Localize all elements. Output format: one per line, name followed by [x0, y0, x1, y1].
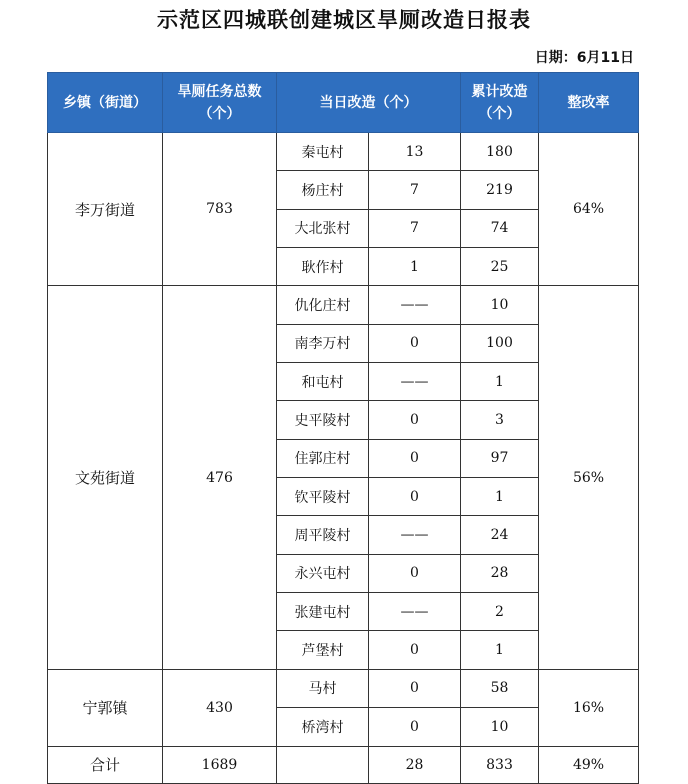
village-cell: 永兴屯村	[277, 554, 369, 592]
total-task: 1689	[163, 746, 277, 784]
task-cell: 476	[163, 286, 277, 669]
village-cell: 芦堡村	[277, 631, 369, 669]
header-task: 旱厕任务总数（个）	[163, 73, 277, 133]
cumulative-cell: 100	[461, 324, 539, 362]
daily-cell: 0	[369, 401, 461, 439]
rate-cell: 56%	[539, 286, 639, 669]
rate-cell: 64%	[539, 133, 639, 286]
daily-cell: 0	[369, 669, 461, 707]
village-cell: 大北张村	[277, 209, 369, 247]
task-cell: 430	[163, 669, 277, 746]
village-cell: 张建屯村	[277, 593, 369, 631]
daily-cell: ——	[369, 363, 461, 401]
report-table	[47, 72, 639, 784]
cumulative-cell: 74	[461, 209, 539, 247]
header-daily: 当日改造（个）	[277, 73, 461, 133]
cumulative-cell: 2	[461, 593, 539, 631]
daily-cell: 0	[369, 439, 461, 477]
daily-cell: ——	[369, 516, 461, 554]
cumulative-cell: 180	[461, 133, 539, 171]
total-row	[48, 746, 639, 784]
table-row	[48, 133, 639, 171]
daily-cell: ——	[369, 286, 461, 324]
total-rate: 49%	[539, 746, 639, 784]
town-cell: 宁郭镇	[48, 669, 163, 746]
total-village	[277, 746, 369, 784]
cumulative-cell: 219	[461, 171, 539, 209]
village-cell: 史平陵村	[277, 401, 369, 439]
header-rate: 整改率	[539, 73, 639, 133]
table-row	[48, 669, 639, 707]
daily-cell: 7	[369, 171, 461, 209]
cumulative-cell: 58	[461, 669, 539, 707]
page-title: 示范区四城联创建城区旱厕改造日报表	[157, 8, 531, 32]
daily-cell: 13	[369, 133, 461, 171]
village-cell: 秦屯村	[277, 133, 369, 171]
cumulative-cell: 25	[461, 248, 539, 286]
daily-cell: 7	[369, 209, 461, 247]
cumulative-cell: 1	[461, 363, 539, 401]
village-cell: 耿作村	[277, 248, 369, 286]
header-cumulative: 累计改造（个）	[461, 73, 539, 133]
total-daily: 28	[369, 746, 461, 784]
total-label: 合计	[48, 746, 163, 784]
village-cell: 钦平陵村	[277, 478, 369, 516]
cumulative-cell: 10	[461, 708, 539, 746]
cumulative-cell: 1	[461, 478, 539, 516]
cumulative-cell: 97	[461, 439, 539, 477]
daily-cell: 0	[369, 708, 461, 746]
cumulative-cell: 10	[461, 286, 539, 324]
cumulative-cell: 24	[461, 516, 539, 554]
cumulative-cell: 1	[461, 631, 539, 669]
daily-cell: 0	[369, 324, 461, 362]
daily-cell: 0	[369, 478, 461, 516]
task-cell: 783	[163, 133, 277, 286]
village-cell: 周平陵村	[277, 516, 369, 554]
total-cumulative: 833	[461, 746, 539, 784]
daily-cell: 0	[369, 554, 461, 592]
town-cell: 文苑街道	[48, 286, 163, 669]
rate-cell: 16%	[539, 669, 639, 746]
village-cell: 杨庄村	[277, 171, 369, 209]
village-cell: 和屯村	[277, 363, 369, 401]
header-town: 乡镇（街道）	[48, 73, 163, 133]
daily-cell: 0	[369, 631, 461, 669]
town-cell: 李万街道	[48, 133, 163, 286]
village-cell: 住郭庄村	[277, 439, 369, 477]
cumulative-cell: 3	[461, 401, 539, 439]
daily-cell: ——	[369, 593, 461, 631]
table-row	[48, 286, 639, 324]
table-body	[48, 133, 639, 784]
village-cell: 马村	[277, 669, 369, 707]
village-cell: 桥湾村	[277, 708, 369, 746]
daily-cell: 1	[369, 248, 461, 286]
report-date: 日期：6月11日	[534, 50, 634, 66]
village-cell: 南李万村	[277, 324, 369, 362]
village-cell: 仇化庄村	[277, 286, 369, 324]
cumulative-cell: 28	[461, 554, 539, 592]
